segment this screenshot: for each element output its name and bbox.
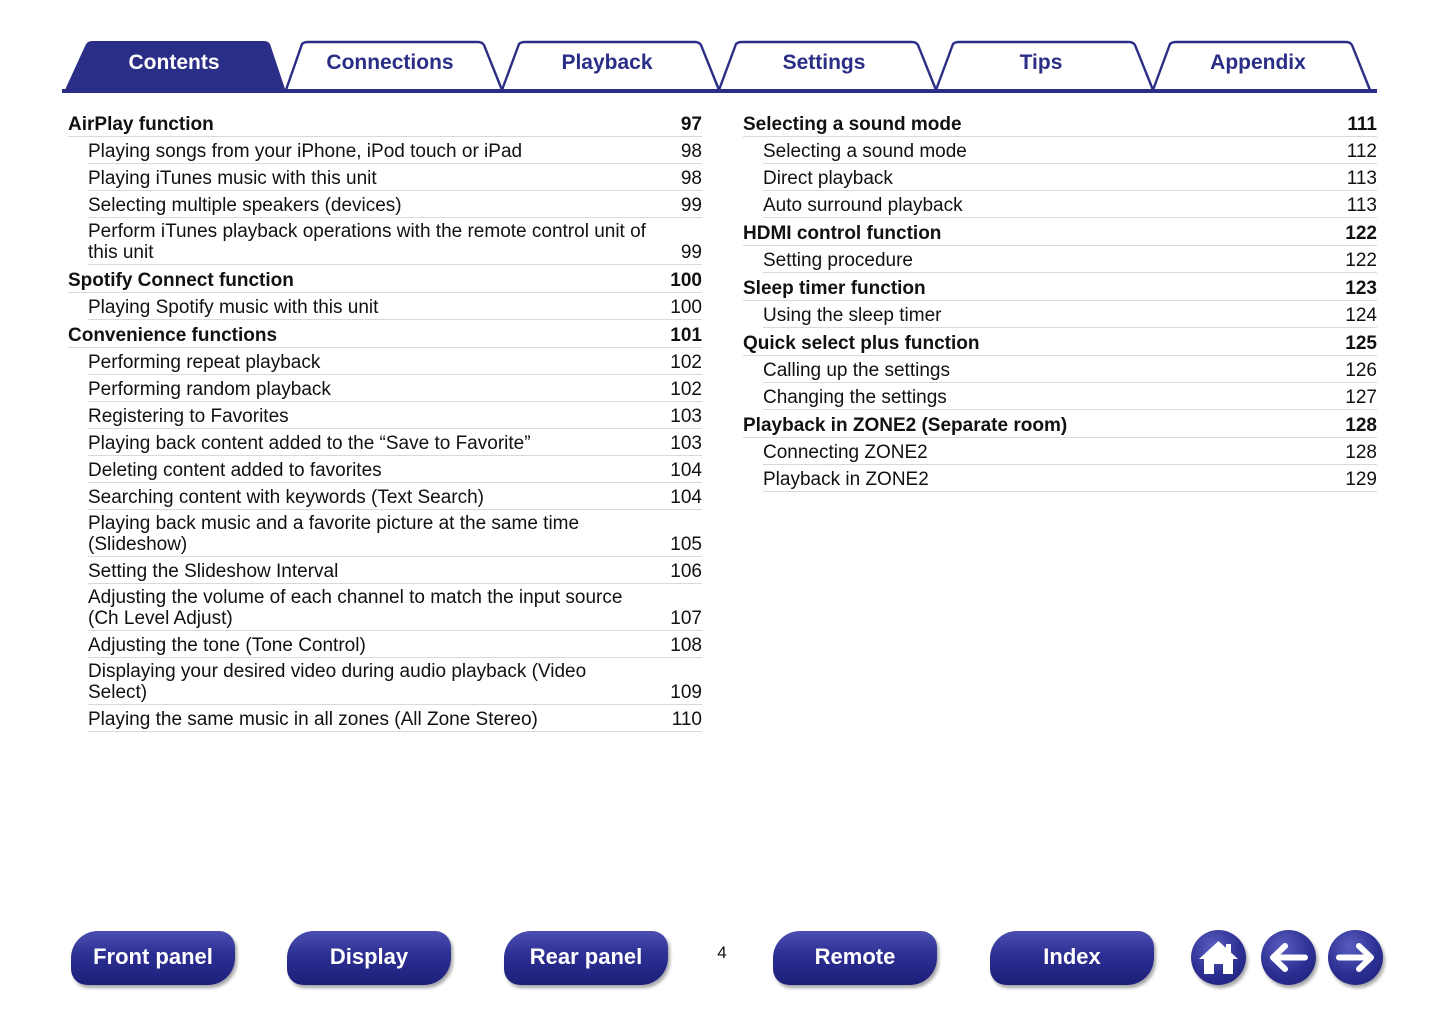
remote-button[interactable]: Remote bbox=[773, 931, 937, 985]
toc-page: 128 bbox=[1345, 442, 1377, 463]
toc-page: 104 bbox=[670, 460, 702, 481]
toc-item[interactable] bbox=[88, 218, 702, 265]
toc-title: Convenience functions bbox=[68, 325, 278, 346]
toc-left-column bbox=[68, 109, 702, 732]
toc-page: 123 bbox=[1345, 278, 1377, 299]
toc-page: 112 bbox=[1346, 141, 1377, 162]
toc-page: 129 bbox=[1345, 469, 1377, 490]
toc-title: Searching content with keywords (Text Search) bbox=[88, 487, 485, 508]
toc-title: Auto surround playback bbox=[763, 195, 963, 216]
toc-heading-spotify[interactable] bbox=[68, 265, 702, 293]
page-number: 4 bbox=[717, 943, 727, 962]
tab-connections[interactable]: Connections bbox=[326, 51, 454, 74]
toc-page: 125 bbox=[1345, 333, 1377, 354]
toc-title: AirPlay function bbox=[68, 114, 214, 135]
toc-title: Registering to Favorites bbox=[88, 406, 289, 427]
toc-title: Connecting ZONE2 bbox=[763, 442, 928, 463]
toc-item[interactable] bbox=[763, 465, 1377, 492]
toc-title: Selecting multiple speakers (devices) bbox=[88, 195, 402, 216]
toc-title: Playback in ZONE2 (Separate room) bbox=[743, 415, 1068, 436]
toc-page: 108 bbox=[670, 635, 702, 656]
toc-heading-zone2[interactable] bbox=[743, 410, 1377, 438]
toc-title: Direct playback bbox=[763, 168, 893, 189]
toc-title: HDMI control function bbox=[743, 223, 942, 244]
toc-item[interactable] bbox=[763, 137, 1377, 164]
toc-title: Playing songs from your iPhone, iPod touch or iPad bbox=[88, 141, 523, 162]
toc-page: 98 bbox=[680, 168, 702, 189]
toc-title: Selecting a sound mode bbox=[743, 114, 962, 135]
toc-title: Playback in ZONE2 bbox=[763, 469, 929, 490]
toc-page: 102 bbox=[670, 379, 702, 400]
toc-item[interactable] bbox=[88, 402, 702, 429]
toc-page: 99 bbox=[680, 195, 702, 216]
toc-right-column bbox=[743, 109, 1377, 492]
toc-title: Adjusting the volume of each channel to match the input source (Ch Level Adjust) bbox=[88, 587, 623, 629]
toc-title: Performing random playback bbox=[88, 379, 331, 400]
forward-button[interactable] bbox=[1328, 930, 1383, 985]
toc-item[interactable] bbox=[763, 164, 1377, 191]
toc-title: Playing the same music in all zones (All Zone Stereo) bbox=[88, 709, 538, 730]
toc-page: 100 bbox=[670, 297, 702, 318]
toc-page: 113 bbox=[1346, 168, 1377, 189]
toc-page: 98 bbox=[680, 141, 702, 162]
toc-title: Sleep timer function bbox=[743, 278, 926, 299]
toc-heading-sound-mode[interactable] bbox=[743, 109, 1377, 137]
toc-item[interactable] bbox=[88, 429, 702, 456]
toc-title: Using the sleep timer bbox=[763, 305, 942, 326]
toc-title: Adjusting the tone (Tone Control) bbox=[88, 635, 366, 656]
toc-item[interactable] bbox=[88, 293, 702, 320]
rear-panel-button[interactable]: Rear panel bbox=[504, 931, 668, 985]
toc-item[interactable] bbox=[88, 164, 702, 191]
toc-page: 102 bbox=[670, 352, 702, 373]
toc-heading-airplay[interactable] bbox=[68, 109, 702, 137]
toc-item[interactable] bbox=[88, 631, 702, 658]
toc-item[interactable] bbox=[88, 510, 702, 557]
toc-item[interactable] bbox=[88, 348, 702, 375]
toc-page: 105 bbox=[670, 534, 702, 555]
toc-item[interactable] bbox=[88, 375, 702, 402]
toc-page: 128 bbox=[1345, 415, 1377, 436]
toc-title: Setting the Slideshow Interval bbox=[88, 561, 339, 582]
toc-page: 107 bbox=[670, 608, 702, 629]
toc-title: Selecting a sound mode bbox=[763, 141, 967, 162]
toc-title: Spotify Connect function bbox=[68, 270, 294, 291]
toc-page: 103 bbox=[670, 406, 702, 427]
toc-heading-sleep-timer[interactable] bbox=[743, 273, 1377, 301]
toc-item[interactable] bbox=[88, 705, 702, 732]
toc-item[interactable] bbox=[88, 191, 702, 218]
toc-page: 122 bbox=[1345, 223, 1377, 244]
back-button[interactable] bbox=[1261, 930, 1316, 985]
toc-item[interactable] bbox=[763, 191, 1377, 218]
toc-title: Quick select plus function bbox=[743, 333, 980, 354]
tab-tips[interactable]: Tips bbox=[1019, 51, 1063, 74]
toc-page: 127 bbox=[1345, 387, 1377, 408]
toc-title: Displaying your desired video during audio playback (Video Select) bbox=[88, 661, 587, 703]
toc-page: 100 bbox=[670, 270, 702, 291]
toc-page: 124 bbox=[1345, 305, 1377, 326]
toc-title: Performing repeat playback bbox=[88, 352, 321, 373]
toc-title: Playing iTunes music with this unit bbox=[88, 168, 377, 189]
toc-item[interactable] bbox=[88, 557, 702, 584]
display-button[interactable]: Display bbox=[287, 931, 451, 985]
toc-title: Perform iTunes playback operations with the remote control unit of this unit bbox=[88, 221, 646, 263]
toc-page: 106 bbox=[670, 561, 702, 582]
toc-item[interactable] bbox=[88, 658, 702, 705]
toc-title: Setting procedure bbox=[763, 250, 913, 271]
home-button[interactable] bbox=[1191, 930, 1246, 985]
toc-page: 99 bbox=[680, 242, 702, 263]
toc-page: 126 bbox=[1345, 360, 1377, 381]
index-button[interactable]: Index bbox=[990, 931, 1154, 985]
toc-item[interactable] bbox=[763, 246, 1377, 273]
toc-title: Playing Spotify music with this unit bbox=[88, 297, 379, 318]
toc-item[interactable] bbox=[763, 356, 1377, 383]
toc-page: 101 bbox=[670, 325, 702, 346]
toc-page: 97 bbox=[680, 114, 702, 135]
toc-page: 111 bbox=[1347, 114, 1377, 135]
toc-page: 122 bbox=[1345, 250, 1377, 271]
toc-page: 113 bbox=[1346, 195, 1377, 216]
toc-item[interactable] bbox=[88, 456, 702, 483]
toc-item[interactable] bbox=[763, 438, 1377, 465]
tab-settings[interactable]: Settings bbox=[782, 51, 866, 74]
back-arrow-icon bbox=[1261, 930, 1316, 985]
front-panel-button[interactable]: Front panel bbox=[71, 931, 235, 985]
toc-item[interactable] bbox=[88, 483, 702, 510]
toc-heading-quick-select[interactable] bbox=[743, 328, 1377, 356]
toc-title: Changing the settings bbox=[763, 387, 947, 408]
toc-item[interactable] bbox=[763, 301, 1377, 328]
forward-arrow-icon bbox=[1328, 930, 1383, 985]
toc-page: 104 bbox=[670, 487, 702, 508]
tab-playback[interactable]: Playback bbox=[561, 51, 653, 74]
toc-page: 110 bbox=[671, 709, 702, 730]
toc-item[interactable] bbox=[88, 584, 702, 631]
tab-contents[interactable]: Contents bbox=[128, 51, 220, 74]
tab-bar bbox=[0, 0, 1445, 100]
toc-title: Playing back content added to the “Save to Favorite” bbox=[88, 433, 531, 454]
tab-appendix[interactable]: Appendix bbox=[1210, 51, 1306, 74]
toc-heading-convenience[interactable] bbox=[68, 320, 702, 348]
toc-title: Deleting content added to favorites bbox=[88, 460, 382, 481]
toc-heading-hdmi-control[interactable] bbox=[743, 218, 1377, 246]
toc-title: Playing back music and a favorite picture at the same time (Slideshow) bbox=[88, 513, 580, 555]
toc-page: 109 bbox=[670, 682, 702, 703]
toc-page: 103 bbox=[670, 433, 702, 454]
toc-title: Calling up the settings bbox=[763, 360, 950, 381]
tab-baseline bbox=[62, 89, 1377, 93]
home-icon bbox=[1191, 930, 1246, 985]
toc-item[interactable] bbox=[763, 383, 1377, 410]
toc-item[interactable] bbox=[88, 137, 702, 164]
